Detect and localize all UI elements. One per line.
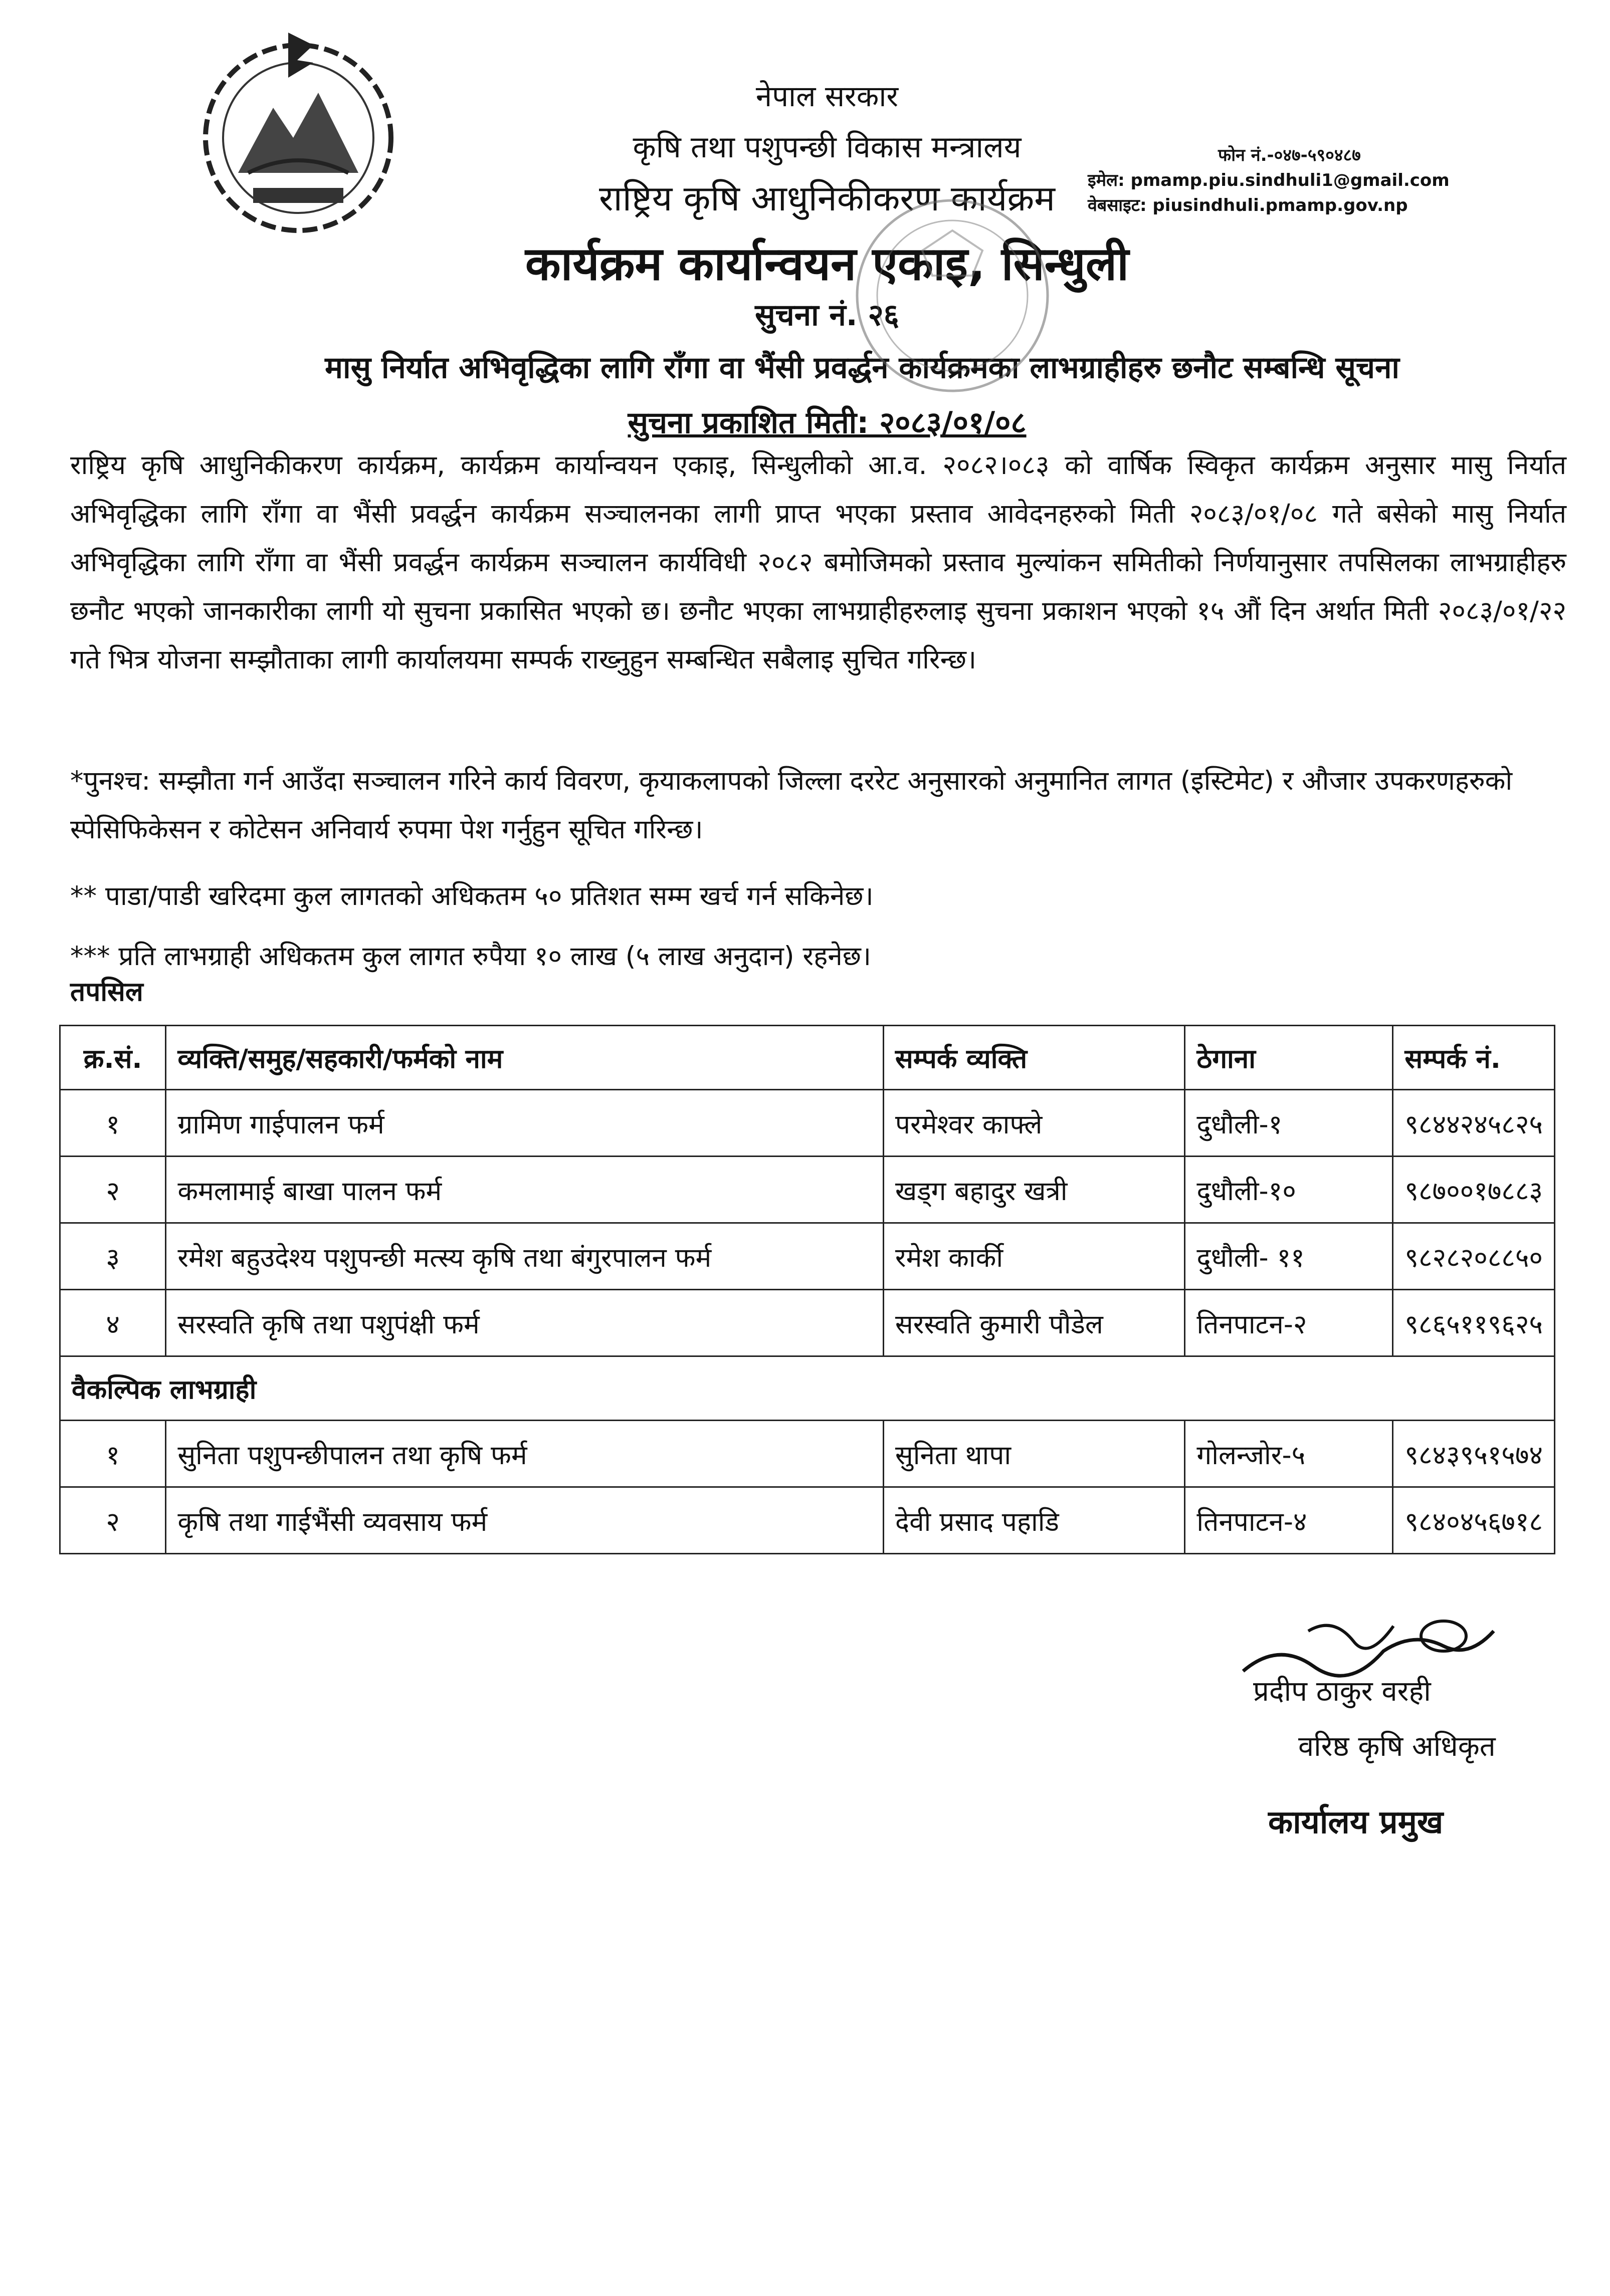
note-purchase-limit: ** पाडा/पाडी खरिदमा कुल लागतको अधिकतम ५० प्रतिशत सम्म खर्च गर्न सकिनेछ।	[70, 881, 874, 911]
cell-serial: २	[60, 1157, 166, 1223]
alternate-heading: वैकल्पिक लाभग्राही	[60, 1356, 1555, 1421]
table-row	[60, 1090, 1555, 1157]
header-serial: क्र.सं.	[60, 1026, 166, 1090]
table-row	[60, 1290, 1555, 1356]
header-program: राष्ट्रिय कृषि आधुनिकीकरण कार्यक्रम	[598, 178, 1056, 219]
cell-name: ग्रामिण गाईपालन फर्म	[166, 1090, 884, 1157]
contact-website: वेबसाइट: piusindhuli.pmamp.gov.np	[1088, 195, 1408, 215]
notice-number: सुचना नं. २६	[755, 298, 899, 333]
header-name: व्यक्ति/समुह/सहकारी/फर्मको नाम	[166, 1026, 884, 1090]
schedule-heading: तपसिल	[70, 977, 143, 1007]
cell-serial: १	[60, 1421, 166, 1487]
cell-contact-number: ९८४४२४५८२५	[1393, 1090, 1555, 1157]
cell-contact-number: ९८४०४५६७१८	[1393, 1487, 1555, 1554]
header-contact-person: सम्पर्क व्यक्ति	[883, 1026, 1185, 1090]
cell-address: तिनपाटन-४	[1185, 1487, 1393, 1554]
signatory-designation: वरिष्ठ कृषि अधिकृत	[1298, 1730, 1496, 1763]
cell-address: गोलन्जोर-५	[1185, 1421, 1393, 1487]
cell-serial: २	[60, 1487, 166, 1554]
header-office: कार्यक्रम कार्यान्वयन एकाइ, सिन्धुली	[525, 237, 1129, 291]
cell-contact-person: देवी प्रसाद पहाडि	[883, 1487, 1185, 1554]
cell-contact-person: सुनिता थापा	[883, 1421, 1185, 1487]
contact-phone: फोन नं.-०४७-५९०४८७	[1218, 145, 1361, 165]
cell-name: सुनिता पशुपन्छीपालन तथा कृषि फर्म	[166, 1421, 884, 1487]
cell-contact-number: ९८२८२०८८५०	[1393, 1223, 1555, 1290]
cell-serial: १	[60, 1090, 166, 1157]
signatory-office-head: कार्यालय प्रमुख	[1268, 1804, 1444, 1841]
header-address: ठेगाना	[1185, 1026, 1393, 1090]
alternate-heading-row	[60, 1356, 1555, 1421]
cell-name: कमलामाई बाखा पालन फर्म	[166, 1157, 884, 1223]
signatory-name: प्रदीप ठाकुर वरही	[1253, 1675, 1431, 1708]
cell-contact-person: सरस्वति कुमारी पौडेल	[883, 1290, 1185, 1356]
table-row	[60, 1223, 1555, 1290]
header-government: नेपाल सरकार	[755, 79, 899, 113]
table-row	[60, 1487, 1555, 1554]
cell-name: सरस्वति कृषि तथा पशुपंक्षी फर्म	[166, 1290, 884, 1356]
cell-contact-person: खड्ग बहादुर खत्री	[883, 1157, 1185, 1223]
cell-address: तिनपाटन-२	[1185, 1290, 1393, 1356]
cell-name: रमेश बहुउदेश्य पशुपन्छी मत्स्य कृषि तथा बंगुरपालन फर्म	[166, 1223, 884, 1290]
contact-block	[1088, 143, 1450, 218]
header-contact-number: सम्पर्क नं.	[1393, 1026, 1555, 1090]
table-row	[60, 1421, 1555, 1487]
cell-contact-person: परमेश्वर काफ्ले	[883, 1090, 1185, 1157]
government-emblem-icon	[178, 23, 419, 243]
published-date: सुचना प्रकाशित मिती: २०८३/०१/०८	[628, 405, 1027, 440]
table-row	[60, 1157, 1555, 1223]
cell-serial: ३	[60, 1223, 166, 1290]
office-stamp-icon	[847, 190, 1058, 401]
notice-paragraph: राष्ट्रिय कृषि आधुनिकीकरण कार्यक्रम, कार्यक्रम कार्यान्वयन एकाइ, सिन्धुलीको आ.व. २०८२।०८३ को वार्षिक स्विकृत कार्यक्रम अनुसार मासु निर्यात अभिवृद्धिका लागि राँगा वा भैंसी प्रवर्द्धन कार्यक्रम सञ्चालनका लागी प्राप्त भएका प्रस्ताव आवेदनहरुको मिती २०८३/०१/०८ गते बसेको मासु निर्यात अभिवृद्धिका लागि राँगा वा भैंसी प्रवर्द्धन कार्यक्रम सञ्चालन कार्यविधी २०८२ बमोजिमको प्रस्ताव मुल्यांकन समितीको निर्णयानुसार तपसिलका लाभग्राहीहरु छनौट भएको जानकारीका लागी यो सुचना प्रकासित भएको छ। छनौट भएका लाभग्राहीहरुलाइ सुचना प्रकाशन भएको १५ औं दिन अर्थात मिती २०८३/०१/२२ गते भित्र योजना सम्झौताका लागी कार्यालयमा सम्पर्क राख्नुहुन सम्बन्धित सबैलाइ सुचित गरिन्छ।	[70, 450, 1566, 675]
cell-contact-person: रमेश कार्की	[883, 1223, 1185, 1290]
notice-body	[70, 441, 1566, 684]
cell-contact-number: ९८७००१७८८३	[1393, 1157, 1555, 1223]
note-postscript: *पुनश्च: सम्झौता गर्न आउँदा सञ्चालन गरिने कार्य विवरण, कृयाकलापको जिल्ला दररेट अनुसारको अनुमानित लागत (इस्टिमेट) र औजार उपकरणहरुको स्पेसिफिकेसन र कोटेसन अनिवार्य रुपमा पेश गर्नुहुन सूचित गरिन्छ।	[70, 766, 1513, 845]
notice-subject: मासु निर्यात अभिवृद्धिका लागि राँगा वा भैंसी प्रवर्द्धन कार्यक्रमका लाभग्राहीहरु छनौट सम्बन्धि सूचना	[325, 350, 1399, 385]
cell-contact-number: ९८६५११९६२५	[1393, 1290, 1555, 1356]
cell-address: दुधौली- ११	[1185, 1223, 1393, 1290]
cell-address: दुधौली-१०	[1185, 1157, 1393, 1223]
cell-contact-number: ९८४३९५१५७४	[1393, 1421, 1555, 1487]
note-cost-limit: *** प्रति लाभग्राही अधिकतम कुल लागत रुपैया १० लाख (५ लाख अनुदान) रहनेछ।	[70, 941, 871, 972]
cell-serial: ४	[60, 1290, 166, 1356]
header-ministry: कृषि तथा पशुपन्छी विकास मन्त्रालय	[633, 130, 1022, 165]
contact-email: इमेल: pmamp.piu.sindhuli1@gmail.com	[1088, 170, 1450, 190]
cell-address: दुधौली-१	[1185, 1090, 1393, 1157]
beneficiaries-table	[59, 1025, 1555, 1554]
table-header-row	[60, 1026, 1555, 1090]
cell-name: कृषि तथा गाईभैंसी व्यवसाय फर्म	[166, 1487, 884, 1554]
